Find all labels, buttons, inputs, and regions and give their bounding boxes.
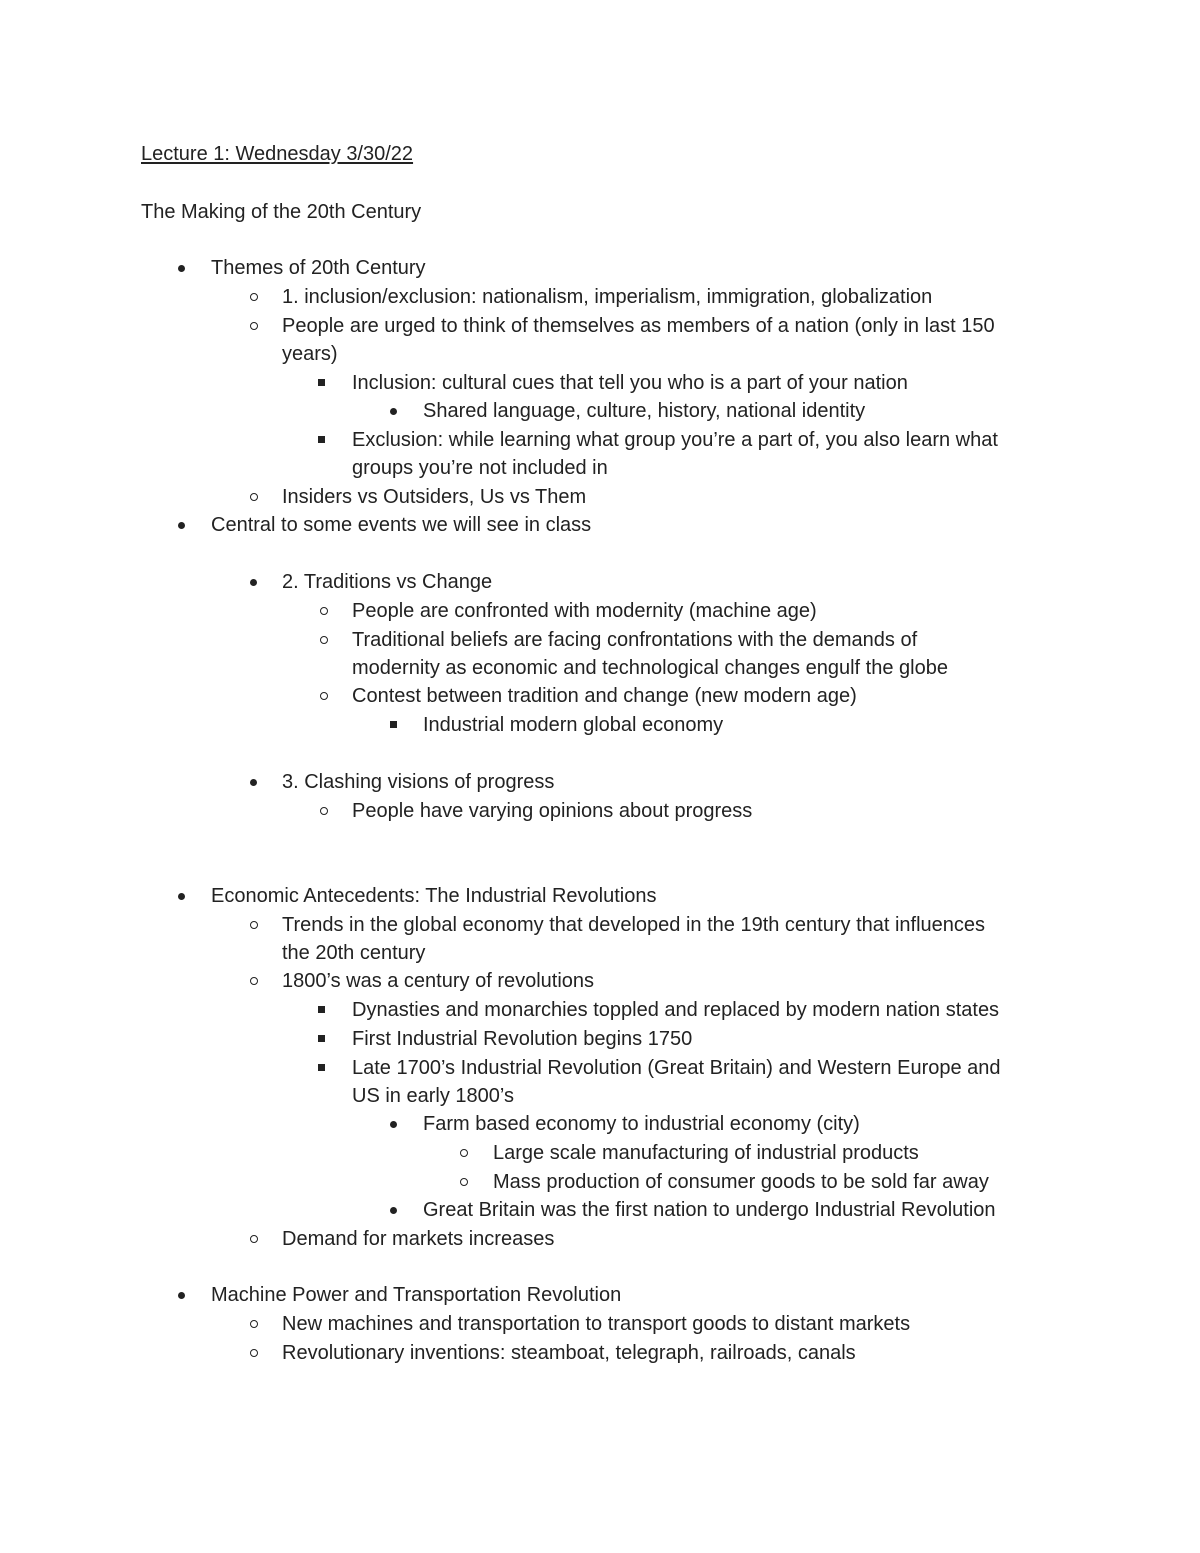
bullet-disc-icon	[178, 882, 208, 910]
bullet-disc-icon	[178, 1281, 208, 1309]
bullet-disc-icon	[178, 254, 208, 282]
list-item: Dynasties and monarchies toppled and replaced by modern nation states	[352, 999, 1000, 1021]
bullet-square-icon	[318, 426, 348, 454]
list-item: Insiders vs Outsiders, Us vs Them	[282, 486, 587, 508]
list-item: Industrial modern global economy	[423, 714, 724, 736]
document-heading: The Making of the 20th Century	[141, 201, 422, 223]
list-item: Contest between tradition and change (new modern age)	[352, 685, 857, 707]
list-item: New machines and transportation to transport goods to distant markets	[282, 1313, 911, 1335]
list-item: Farm based economy to industrial economy (city)	[423, 1113, 860, 1135]
list-item: Revolutionary inventions: steamboat, telegraph, railroads, canals	[282, 1342, 856, 1364]
page-title: Lecture 1: Wednesday 3/30/22	[141, 143, 414, 165]
list-item: Central to some events we will see in class	[211, 514, 592, 536]
bullet-circle-icon	[250, 283, 280, 311]
bullet-disc-icon	[250, 568, 280, 596]
bullet-circle-icon	[250, 967, 280, 995]
bullet-disc-icon	[390, 1110, 420, 1138]
list-item: 1. inclusion/exclusion: nationalism, imperialism, immigration, globalization	[282, 286, 933, 308]
list-item: 1800’s was a century of revolutions	[282, 970, 595, 992]
bullet-circle-icon	[250, 1339, 280, 1367]
list-item: Late 1700’s Industrial Revolution (Great Britain) and Western Europe and	[352, 1057, 1001, 1079]
bullet-circle-icon	[250, 911, 280, 939]
list-item-continuation: US in early 1800’s	[352, 1085, 514, 1107]
list-item: Themes of 20th Century	[211, 257, 426, 279]
list-item: Trends in the global economy that developed in the 19th century that influences	[282, 914, 986, 936]
bullet-circle-icon	[320, 597, 350, 625]
list-item: Inclusion: cultural cues that tell you who is a part of your nation	[352, 372, 908, 394]
bullet-square-icon	[318, 996, 348, 1024]
list-item: Large scale manufacturing of industrial products	[493, 1142, 919, 1164]
list-item: Shared language, culture, history, national identity	[423, 400, 866, 422]
list-item-continuation: modernity as economic and technological changes engulf the globe	[352, 657, 948, 679]
bullet-disc-icon	[390, 1196, 420, 1224]
list-item: Traditional beliefs are facing confrontations with the demands of	[352, 629, 918, 651]
bullet-square-icon	[390, 711, 420, 739]
list-item: Mass production of consumer goods to be sold far away	[493, 1171, 989, 1193]
bullet-disc-icon	[390, 397, 420, 425]
list-item: Exclusion: while learning what group you’re a part of, you also learn what	[352, 429, 998, 451]
list-item: 3. Clashing visions of progress	[282, 771, 555, 793]
list-item: People are confronted with modernity (machine age)	[352, 600, 817, 622]
list-item: First Industrial Revolution begins 1750	[352, 1028, 693, 1050]
list-item: People are urged to think of themselves as members of a nation (only in last 150	[282, 315, 995, 337]
bullet-circle-icon	[320, 797, 350, 825]
bullet-circle-icon	[250, 312, 280, 340]
list-item-continuation: the 20th century	[282, 942, 426, 964]
list-item: Demand for markets increases	[282, 1228, 555, 1250]
bullet-square-icon	[318, 1025, 348, 1053]
bullet-circle-icon	[320, 626, 350, 654]
bullet-square-icon	[318, 369, 348, 397]
bullet-circle-icon	[250, 483, 280, 511]
bullet-disc-icon	[250, 768, 280, 796]
list-item-continuation: groups you’re not included in	[352, 457, 608, 479]
bullet-circle-icon	[460, 1168, 490, 1196]
list-item-continuation: years)	[282, 343, 338, 365]
list-item: People have varying opinions about progress	[352, 800, 753, 822]
list-item: Great Britain was the first nation to undergo Industrial Revolution	[423, 1199, 996, 1221]
bullet-disc-icon	[178, 511, 208, 539]
list-item: Economic Antecedents: The Industrial Revolutions	[211, 885, 657, 907]
list-item: 2. Traditions vs Change	[282, 571, 493, 593]
bullet-circle-icon	[460, 1139, 490, 1167]
bullet-circle-icon	[250, 1225, 280, 1253]
list-item: Machine Power and Transportation Revolution	[211, 1284, 622, 1306]
bullet-square-icon	[318, 1054, 348, 1082]
bullet-circle-icon	[250, 1310, 280, 1338]
bullet-circle-icon	[320, 682, 350, 710]
